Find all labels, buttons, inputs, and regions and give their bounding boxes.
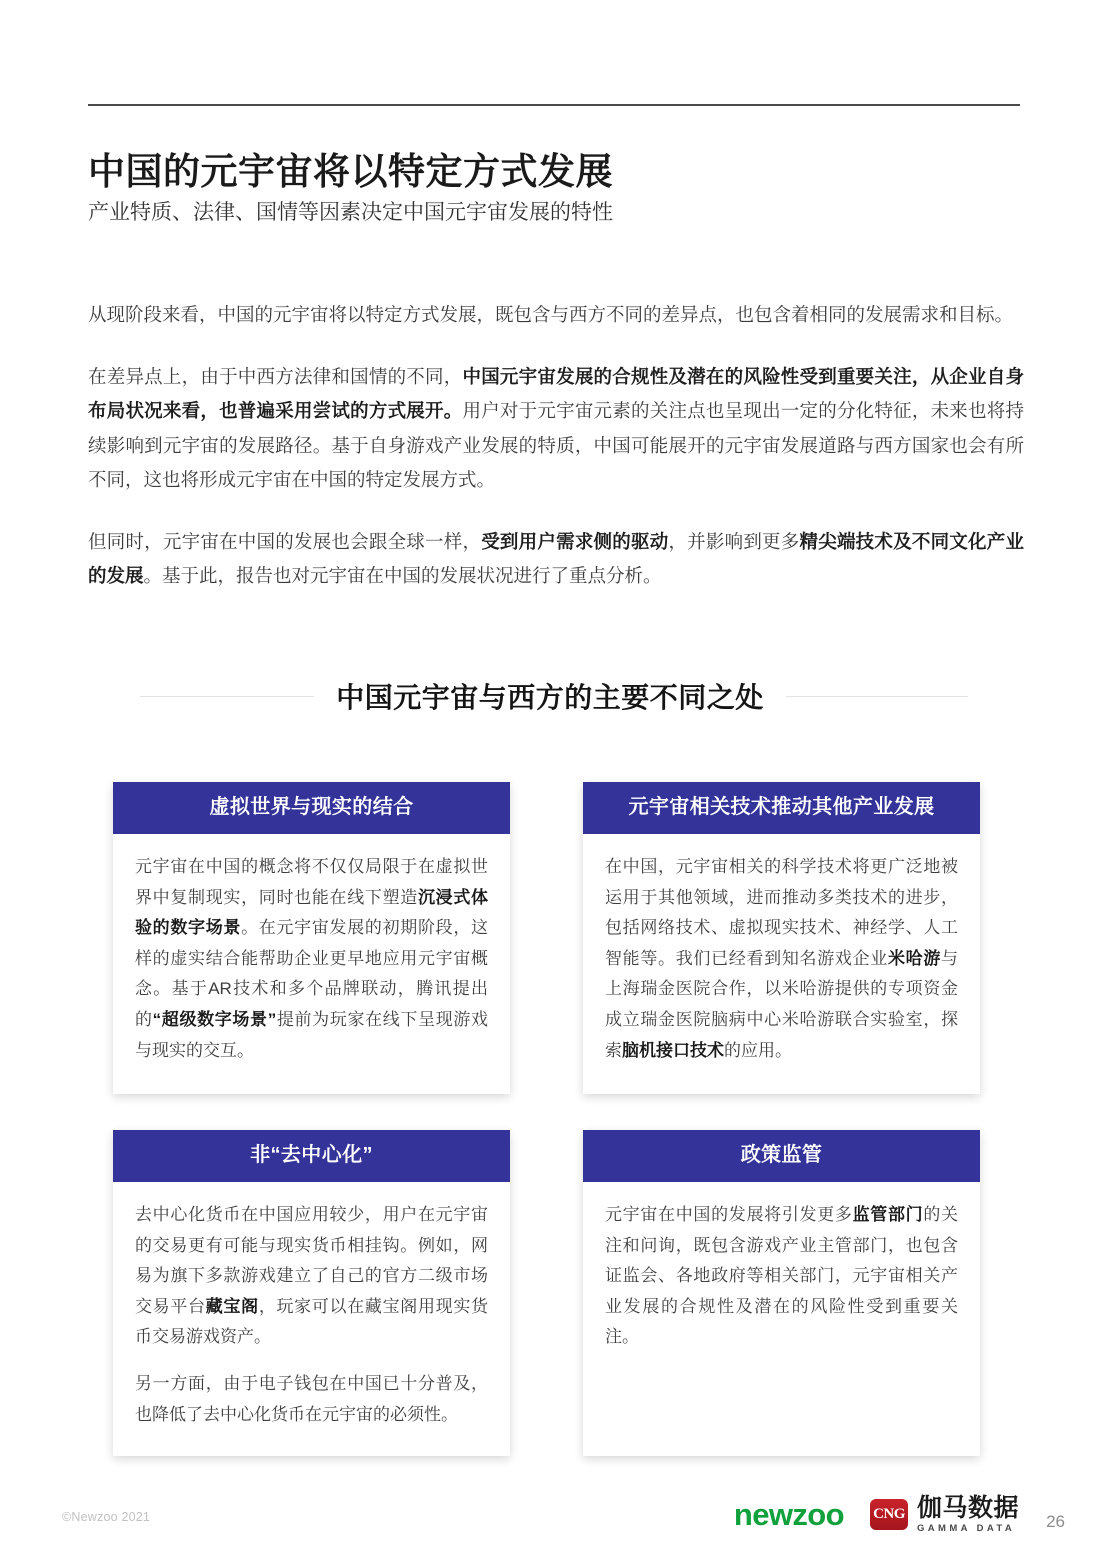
card-text-a: 在中国，元宇宙相关的科学技术将更广泛地被运用于其他领域，进而推动多类技术的进步，包括网络技术、虚拟现实技术、神经学、人工智能等。我们已经看到知名游戏企业 xyxy=(605,857,958,968)
section-divider-left xyxy=(140,696,314,697)
gamma-name-cn: 伽马数据 xyxy=(916,1494,1019,1522)
card-title: 元宇宙相关技术推动其他产业发展 xyxy=(583,782,980,834)
card-paragraph xyxy=(605,852,958,1066)
card-non-decentralization xyxy=(113,1130,510,1456)
card-text-e: 的应用。 xyxy=(724,1040,792,1060)
gamma-wordmark xyxy=(917,1496,1019,1534)
card-technology-drives-industries xyxy=(583,782,980,1094)
card-text-bold-1: 沉浸式体验的数字场景 xyxy=(135,887,489,938)
paragraph-2-tail: 用户对于元宇宙元素的关注点也呈现出一定的分化特征，未来也将持续影响到元宇宙的发展路径。基于自身游戏产业发展的特质，中国可能展开的元宇宙发展道路与西方国家也会有所不同，这也将形成元宇宙在中国的特定发展方式。 xyxy=(88,400,1024,490)
card-paragraph-secondary: 另一方面，由于电子钱包在中国已十分普及，也降低了去中心化货币在元宇宙的必须性。 xyxy=(135,1373,488,1424)
card-text-bold-2: “超级数字场景” xyxy=(152,1009,277,1029)
card-text-c: 。在元宇宙发展的初期阶段，这样的虚实结合能帮助企业更早地应用元宇宙概念。基于AR技术和多个品牌联动，腾讯提出的 xyxy=(135,918,489,1029)
paragraph-3-tail: 。基于此，报告也对元宇宙在中国的发展状况进行了重点分析。 xyxy=(143,565,662,587)
card-text-c: ，玩家可以在藏宝阁用现实货币交易游戏资产。 xyxy=(135,1296,489,1347)
card-title: 政策监管 xyxy=(583,1130,980,1182)
card-policy-regulation xyxy=(583,1130,980,1456)
page-footer xyxy=(0,1496,1107,1546)
card-text-bold-2: 脑机接口技术 xyxy=(622,1040,724,1060)
page-number: 26 xyxy=(1046,1512,1065,1531)
section-heading: 中国元宇宙与西方的主要不同之处 xyxy=(336,682,764,713)
paragraph-1-text: 从现阶段来看，中国的元宇宙将以特定方式发展，既包含与西方不同的差异点，也包含着相同的发展需求和目标。 xyxy=(88,304,1014,325)
card-paragraph xyxy=(605,1200,958,1353)
paragraph-2-lead: 在差异点上，由于中西方法律和国情的不同， xyxy=(88,366,463,388)
paragraph-1 xyxy=(88,298,1024,332)
cng-badge-icon: CNG xyxy=(870,1499,908,1530)
card-paragraph xyxy=(135,1200,488,1353)
paragraph-3-lead: 但同时，元宇宙在中国的发展也会跟全球一样， xyxy=(88,531,482,553)
paragraph-2-emphasis: 中国元宇宙发展的合规性及潜在的风险性受到重要关注，从企业自身布局状况来看，也普遍采用尝试的方式展开。 xyxy=(88,366,1024,422)
paragraph-3-emphasis-2: 精尖端技术及不同文化产业的发展 xyxy=(88,531,1024,587)
card-text-a: 元宇宙在中国的发展将引发更多 xyxy=(605,1205,853,1224)
paragraph-3 xyxy=(88,525,1024,593)
gamma-name-en: GAMMA DATA xyxy=(916,1523,1016,1534)
body-copy xyxy=(88,298,1024,594)
card-text-c: 与上海瑞金医院合作，以米哈游提供的专项资金成立瑞金医院脑病中心米哈游联合实验室，探索 xyxy=(605,948,959,1060)
gamma-data-logo xyxy=(870,1496,1019,1534)
paragraph-2 xyxy=(88,360,1024,497)
card-text-a: 元宇宙在中国的概念将不仅仅局限于在虚拟世界中复制现实，同时也能在线下塑造 xyxy=(135,857,488,907)
card-body xyxy=(583,1182,980,1436)
footer-logos xyxy=(734,1496,1019,1534)
section-heading-group xyxy=(88,676,1020,716)
card-text-c: 的关注和问询，既包含游戏产业主管部门，也包含证监会、各地政府等相关部门，元宇宙相关产业发展的合规性及潜在的风险性受到重要关注。 xyxy=(605,1205,959,1347)
card-paragraph xyxy=(135,852,488,1066)
card-text-bold-1: 米哈游 xyxy=(887,948,942,968)
card-body xyxy=(113,834,510,1094)
page-subtitle: 产业特质、法律、国情等因素决定中国元宇宙发展的特性 xyxy=(88,201,613,224)
card-body xyxy=(113,1182,510,1456)
card-text-bold-1: 监管部门 xyxy=(852,1205,924,1224)
card-title: 非“去中心化” xyxy=(113,1130,510,1182)
header-rule xyxy=(88,104,1020,106)
paragraph-3-emphasis-1: 受到用户需求侧的驱动 xyxy=(481,531,669,553)
section-divider-right xyxy=(786,696,968,697)
paragraph-3-mid: ，并影响到更多 xyxy=(668,531,800,553)
newzoo-logo: newzoo xyxy=(733,1497,844,1533)
copyright-notice: ©Newzoo 2021 xyxy=(62,1510,151,1524)
comparison-card-grid xyxy=(113,782,980,1456)
card-virtual-reality-integration xyxy=(113,782,510,1094)
card-text-a: 去中心化货币在中国应用较少，用户在元宇宙的交易更有可能与现实货币相挂钩。例如，网易为旗下多款游戏建立了自己的官方二级市场交易平台 xyxy=(135,1205,488,1316)
card-text-bold-1: 藏宝阁 xyxy=(205,1296,259,1316)
page-title: 中国的元宇宙将以特定方式发展 xyxy=(88,150,613,192)
card-title: 虚拟世界与现实的结合 xyxy=(113,782,510,834)
card-text-e: 提前为玩家在线下呈现游戏与现实的交互。 xyxy=(135,1009,489,1060)
card-body xyxy=(583,834,980,1094)
